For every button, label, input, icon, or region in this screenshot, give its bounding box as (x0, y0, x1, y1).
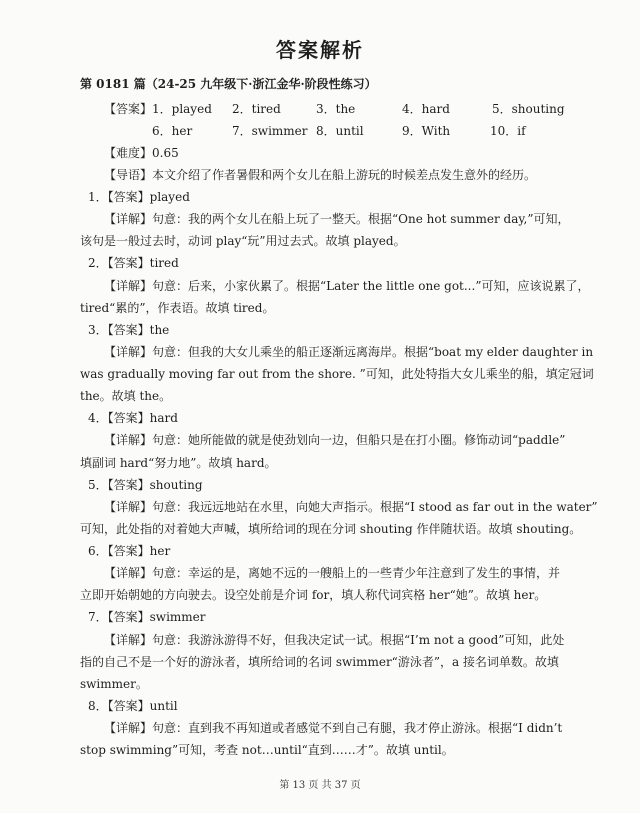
passage-heading: 第 0181 篇（24-25 九年级下·浙江金华·阶段性练习） (80, 77, 377, 91)
item-text: 【详解】句意：但我的大女儿乘坐的船正逐渐远离海岸。根据“boat my elder daughter in (104, 345, 594, 359)
item-text: tired“累的”，作表语。故填 tired。 (80, 301, 275, 315)
item-head: 2．【答案】tired (88, 256, 179, 270)
item-text: 立即开始朝她的方向驶去。设空处前是介词 for，填人称代词宾格 her“她”。故填 her。 (80, 588, 547, 602)
difficulty: 【难度】0.65 (104, 146, 179, 160)
answer-2: 2．tired (232, 102, 281, 116)
answer-9: 9．With (402, 124, 451, 138)
item-text: stop swimming”可知，考查 not…until“直到……才”。故填 until。 (80, 743, 454, 757)
answer-label: 【答案】 (104, 102, 153, 116)
answer-5: 5．shouting (492, 102, 565, 116)
answer-10: 10．if (490, 124, 526, 138)
item-text: 可知，此处指的对着她大声喊，填所给词的现在分词 shouting 作伴随状语。故填 shouting。 (80, 522, 582, 536)
answer-3: 3．the (316, 102, 356, 116)
item-text: 【详解】句意：她所能做的就是使劲划向一边，但船只是在打小圈。修饰动词“paddle” (104, 433, 566, 447)
item-text: 【详解】句意：后来，小家伙累了。根据“Later the little one got...”可知，应该说累了， (104, 279, 590, 293)
page-footer: 第 13 页 共 37 页 (279, 780, 361, 791)
item-head: 7．【答案】swimmer (88, 610, 206, 624)
item-head: 8．【答案】until (88, 699, 178, 713)
item-head: 1．【答案】played (88, 190, 190, 204)
item-text: swimmer。 (80, 677, 148, 691)
answer-8: 8．until (316, 124, 364, 138)
item-text: 【详解】句意：我的两个女儿在船上玩了一整天。根据“One hot summer day,”可知， (104, 212, 570, 226)
answer-4: 4．hard (402, 102, 450, 116)
item-text: 【详解】句意：我游泳游得不好，但我决定试一试。根据“I’m not a good”可知，此处 (104, 633, 565, 647)
item-text: 【详解】句意：我远远地站在水里，向她大声指示。根据“I stood as far out in the water” (104, 500, 598, 514)
item-head: 5．【答案】shouting (88, 478, 203, 492)
item-text: 填副词 hard“努力地”。故填 hard。 (80, 456, 277, 470)
answer-7: 7．swimmer (232, 124, 308, 138)
item-head: 6．【答案】her (88, 544, 171, 558)
item-text: 【详解】句意：幸运的是，离她不远的一艘船上的一些青少年注意到了发生的事情，并 (104, 566, 561, 580)
guide-text: 【导语】本文介绍了作者暑假和两个女儿在船上游玩的时候差点发生意外的经历。 (104, 168, 537, 182)
item-text: 该句是一般过去时，动词 play“玩”用过去式。故填 played。 (80, 234, 406, 248)
item-text: was gradually moving far out from the shore. ”可知，此处特指大女儿乘坐的船，填定冠词 (80, 367, 594, 381)
page-title: 答案解析 (276, 38, 364, 62)
answer-6: 6．her (152, 124, 193, 138)
item-text: 【详解】句意：直到我不再知道或者感觉不到自己有腿，我才停止游泳。根据“I didn’t (104, 721, 563, 735)
item-head: 4．【答案】hard (88, 411, 178, 425)
item-text: the。故填 the。 (80, 389, 172, 403)
answer-1: 1．played (152, 102, 212, 116)
item-head: 3．【答案】the (88, 323, 170, 337)
item-text: 指的自己不是一个好的游泳者，填所给词的名词 swimmer“游泳者”，a 接名词单数。故填 (80, 655, 559, 669)
